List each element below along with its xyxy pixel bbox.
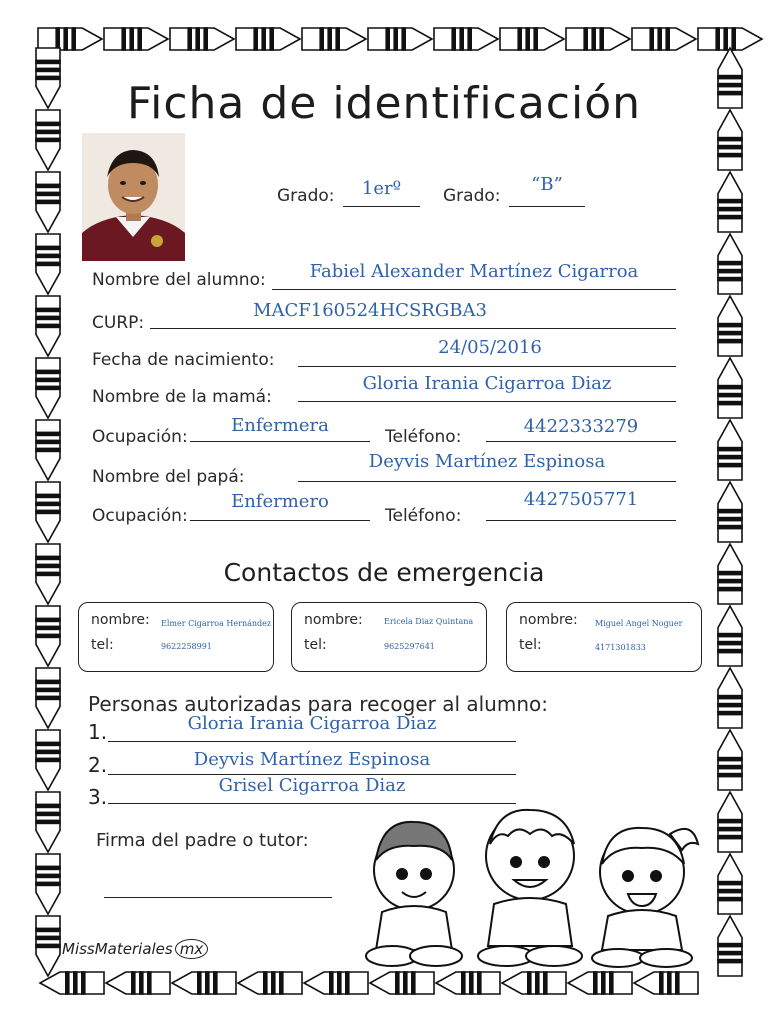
mother-phone-label: Teléfono: <box>385 427 462 447</box>
crayon <box>170 28 234 50</box>
crayon <box>632 28 696 50</box>
crayon <box>718 854 742 914</box>
father-name-value[interactable]: Deyvis Martínez Espinosa <box>368 451 606 472</box>
emergency-tel-value[interactable]: 9622258991 <box>161 642 212 651</box>
father-phone-line <box>486 520 676 521</box>
crayon <box>718 792 742 852</box>
authorized-number: 3. <box>88 785 108 809</box>
father-name-label: Nombre del papá: <box>92 467 245 487</box>
emergency-name-value[interactable]: Miguel Angel Noguer <box>595 619 683 628</box>
crayon <box>38 28 102 50</box>
grade-value[interactable]: 1erº <box>361 178 402 199</box>
authorized-number: 2. <box>88 753 108 777</box>
emergency-name-value[interactable]: Ericela Diaz Quintana <box>384 617 474 626</box>
birth-date-line <box>298 366 676 367</box>
crayon <box>106 972 170 994</box>
grade-line <box>343 206 420 207</box>
mother-name-line <box>298 401 676 402</box>
emergency-contact-card <box>291 602 487 672</box>
emergency-name-label: nombre: <box>519 612 578 628</box>
emergency-contact-card <box>506 602 702 672</box>
crayon <box>718 172 742 232</box>
crayon <box>104 28 168 50</box>
crayon <box>568 972 632 994</box>
crayon <box>370 972 434 994</box>
page-title: Ficha de identificación <box>126 78 642 129</box>
signature-label: Firma del padre o tutor: <box>96 830 309 851</box>
signature-line[interactable] <box>104 897 332 898</box>
crayon <box>36 172 60 232</box>
emergency-title: Contactos de emergencia <box>223 558 545 587</box>
crayon <box>434 28 498 50</box>
crayon <box>36 668 60 728</box>
father-phone-value[interactable]: 4427505771 <box>523 489 639 510</box>
crayon <box>502 972 566 994</box>
brand-logo <box>62 940 208 958</box>
crayon <box>566 28 630 50</box>
student-name-label: Nombre del alumno: <box>92 270 266 290</box>
mother-phone-value[interactable]: 4422333279 <box>523 416 639 437</box>
authorized-name[interactable]: Deyvis Martínez Espinosa <box>193 749 431 770</box>
emergency-name-label: nombre: <box>304 612 363 628</box>
emergency-name-label: nombre: <box>91 612 150 628</box>
crayon <box>436 972 500 994</box>
crayon <box>238 972 302 994</box>
student-photo <box>82 133 185 261</box>
father-name-line <box>298 481 676 482</box>
crayon <box>304 972 368 994</box>
crayon <box>36 792 60 852</box>
curp-line <box>150 328 676 329</box>
crayon <box>36 482 60 542</box>
authorized-name[interactable]: Gloria Irania Cigarroa Diaz <box>187 713 437 734</box>
crayon <box>718 606 742 666</box>
crayon <box>302 28 366 50</box>
group-value[interactable]: “B” <box>531 174 563 195</box>
crayon <box>718 234 742 294</box>
crayon <box>634 972 698 994</box>
crayon <box>718 482 742 542</box>
crayon <box>36 358 60 418</box>
student-name-line <box>272 289 676 290</box>
crayon <box>718 916 742 976</box>
group-line <box>509 206 585 207</box>
emergency-tel-value[interactable]: 4171301833 <box>595 643 646 652</box>
father-occupation-value[interactable]: Enfermero <box>231 491 329 512</box>
authorized-title: Personas autorizadas para recoger al alumno: <box>88 692 548 716</box>
father-phone-label: Teléfono: <box>385 506 462 526</box>
mother-name-value[interactable]: Gloria Irania Cigarroa Diaz <box>362 373 612 394</box>
crayon <box>718 358 742 418</box>
crayon <box>36 854 60 914</box>
authorized-line <box>108 741 516 742</box>
kids-illustration <box>352 800 712 970</box>
crayon <box>36 296 60 356</box>
emergency-name-value[interactable]: Elmer Cigarroa Hernández <box>161 619 272 628</box>
emergency-tel-value[interactable]: 9625297641 <box>384 642 435 651</box>
crayon <box>172 972 236 994</box>
birth-date-label: Fecha de nacimiento: <box>92 350 275 370</box>
crayon <box>36 420 60 480</box>
mother-occupation-label: Ocupación: <box>92 427 188 447</box>
mother-phone-line <box>486 441 676 442</box>
crayon <box>718 730 742 790</box>
crayon <box>500 28 564 50</box>
emergency-tel-label: tel: <box>91 637 114 653</box>
emergency-tel-label: tel: <box>304 637 327 653</box>
crayon <box>236 28 300 50</box>
authorized-name[interactable]: Grisel Cigarroa Diaz <box>218 775 406 796</box>
mother-occupation-line <box>190 441 370 442</box>
student-name-value[interactable]: Fabiel Alexander Martínez Cigarroa <box>309 261 639 282</box>
curp-value[interactable]: MACF160524HCSRGBA3 <box>253 300 487 321</box>
crayon <box>40 972 104 994</box>
crayon <box>718 420 742 480</box>
crayon <box>36 730 60 790</box>
group-label: Grado: <box>443 186 501 206</box>
curp-label: CURP: <box>92 313 145 333</box>
mother-occupation-value[interactable]: Enfermera <box>231 415 329 436</box>
crayon <box>36 916 60 976</box>
brand-name: MissMateriales <box>62 940 173 958</box>
father-occupation-label: Ocupación: <box>92 506 188 526</box>
crayon <box>36 606 60 666</box>
grade-label: Grado: <box>277 186 335 206</box>
father-occupation-line <box>190 520 370 521</box>
crayon <box>36 234 60 294</box>
brand-badge: mx <box>175 939 209 959</box>
birth-date-value[interactable]: 24/05/2016 <box>438 337 542 358</box>
crayon <box>718 296 742 356</box>
authorized-number: 1. <box>88 720 108 744</box>
crayon <box>368 28 432 50</box>
emergency-contact-card <box>78 602 274 672</box>
mother-name-label: Nombre de la mamá: <box>92 387 272 407</box>
crayon <box>718 668 742 728</box>
emergency-tel-label: tel: <box>519 637 542 653</box>
